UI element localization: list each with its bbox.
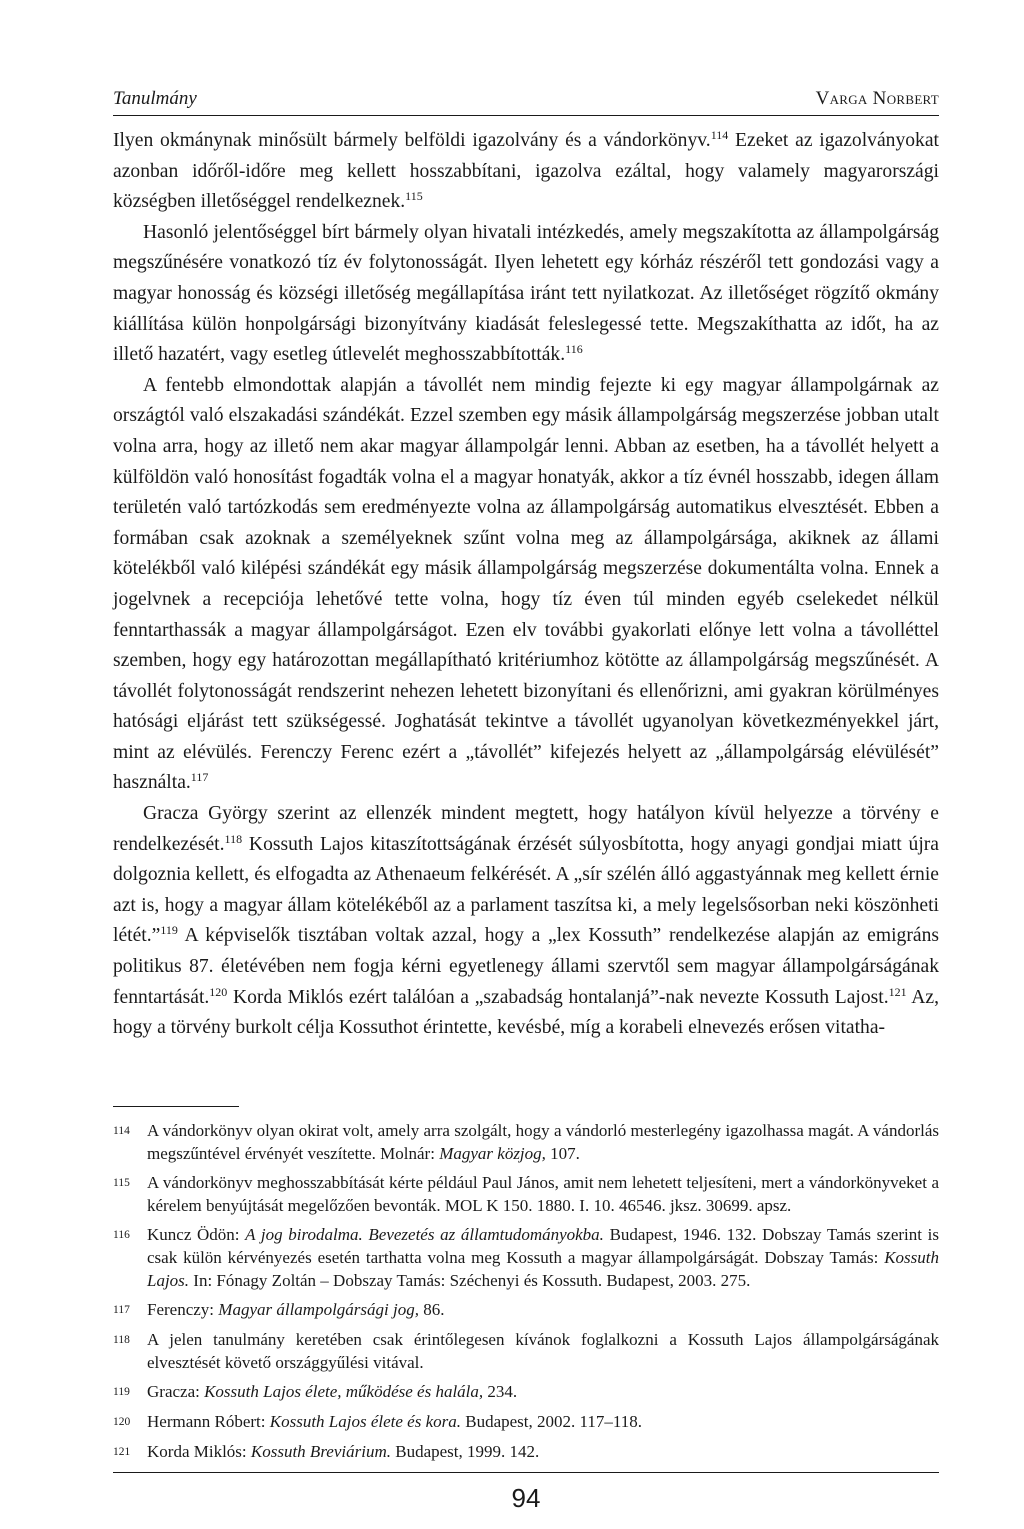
footnote: [113, 1410, 939, 1434]
footnote-text: [147, 1298, 939, 1322]
text-run: Hasonló jelentőséggel bírt bármely olyan hivatali intézkedés, amely megszakította az állampolgárság megszűnésére vonatkozó tíz év folytonosságát. Ilyen lehetett egy kórház részéről tett gondozási vagy a magyar honosság és községi illetőség megállapítása iránt tett nyilatkozat. Az illetőséget rögzítő okmány kiállítása külön honpolgársági bizonyítvány kiadását feleslegessé tette. Megszakíthatta az időt, ha az illető hazatért, vagy esetleg útlevelét meghosszabbították.: [113, 221, 939, 366]
footnote-number: 116: [113, 1228, 130, 1241]
italic-citation: Kossuth Lajos élete, működése és halála,: [204, 1381, 484, 1401]
footnote-reference: 120: [209, 984, 228, 999]
text-run: 234.: [483, 1381, 518, 1401]
document-page: [113, 88, 939, 1514]
footnote-text: [147, 1171, 939, 1217]
text-run: Gracza György szerint az ellenzék mindent megtett, hogy hatályon kívül helyezze a törvény e rendelkezését.: [113, 803, 939, 855]
text-run: Ilyen okmánynak minősült bármely belföldi igazolvány és a vándorkönyv.: [113, 130, 711, 151]
text-run: Hermann Róbert:: [147, 1411, 270, 1431]
footnote-text: [147, 1119, 939, 1165]
footnote-reference: 119: [160, 923, 178, 938]
footnote-number: 119: [113, 1385, 130, 1398]
footnote: [113, 1380, 939, 1404]
text-run: 107.: [545, 1143, 580, 1163]
italic-citation: Kossuth Breviárium.: [250, 1441, 391, 1461]
text-run: Gracza:: [147, 1381, 205, 1401]
body-paragraph: [113, 218, 939, 371]
body-paragraph: [113, 126, 939, 218]
text-run: Kossuth Lajos kitaszítottságának érzését súlyosbította, hogy anyagi gondjai miatt újra dolgoznia kellett, és elfogadta az Athenaeum felkérését. A „sír szélén álló aggastyánnak meg kellett érnie azt is, hogy a magyar állam kötelékéből az a parlament taszítsa ki, a mely legelsősorban neki köszönheti létét.”: [113, 833, 939, 947]
footnote-text: [147, 1440, 939, 1464]
page-bottom-rule: [113, 1472, 939, 1473]
footnote: [113, 1223, 939, 1292]
footnote-text: [147, 1223, 939, 1292]
text-run: A vándorkönyv meghosszabbítását kérte például Paul János, amit nem lehetett teljesíteni, mert a vándorkönyveket a kérelem benyújtását megelőzően bevonták. MOL K 150. 1880. I. 10. 46546. jksz. 30699. apsz.: [147, 1172, 939, 1215]
footnote: [113, 1119, 939, 1165]
text-run: Ezeket az igazolványokat azonban időről-időre meg kellett hosszabbítani, igazolva ezáltal, hogy valamely magyarországi községben illetőséggel rendelkeznek.: [113, 130, 939, 213]
footnote-separator: [113, 1106, 239, 1107]
header-author: Varga Norbert: [815, 88, 939, 109]
footnote-number: 114: [113, 1124, 130, 1137]
text-run: Kuncz Ödön:: [147, 1224, 246, 1244]
footnote-text: [147, 1380, 939, 1404]
italic-citation: Magyar állampolgársági jog,: [218, 1299, 419, 1319]
footnote: [113, 1328, 939, 1374]
text-run: Korda Miklós ezért találóan a „szabadság hontalanjá”-nak nevezte Kossuth Lajost.: [227, 986, 889, 1008]
footnote-number: 118: [113, 1333, 130, 1346]
header-section-title: Tanulmány: [113, 88, 197, 109]
text-run: A képviselők tisztában voltak azzal, hogy a „lex Kossuth” rendelkezése alapján az emigráns politikus 87. életévében nem fogja kérni egyetlenegy állami szervtől sem magyar állampolgárságának fenntartását.: [113, 925, 939, 1008]
text-run: Ferenczy:: [147, 1299, 219, 1319]
body-paragraph: [113, 371, 939, 799]
footnotes: [113, 1119, 939, 1464]
footnote-reference: 118: [224, 831, 243, 846]
footnote-reference: 121: [888, 984, 907, 999]
text-run: Az, hogy a törvény burkolt célja Kossuthot érintette, kevésbé, míg a korabeli elnevezés erősen vitatha-: [113, 986, 939, 1039]
running-header: [113, 88, 939, 116]
footnote-reference: 114: [710, 128, 729, 142]
footnote: [113, 1440, 939, 1464]
body-text: [113, 126, 939, 1044]
footnote: [113, 1298, 939, 1322]
footnote-number: 117: [113, 1303, 130, 1316]
footnote-reference: 117: [190, 770, 209, 785]
footnote-text: [147, 1410, 939, 1434]
footnote-number: 120: [113, 1415, 131, 1428]
text-run: In: Fónagy Zoltán – Dobszay Tamás: Széchenyi és Kossuth. Budapest, 2003. 275.: [189, 1270, 751, 1290]
italic-citation: A jog birodalma. Bevezetés az államtudományokba.: [245, 1224, 604, 1244]
italic-citation: Magyar közjog,: [439, 1143, 546, 1163]
text-run: Budapest, 2002. 117–118.: [461, 1411, 643, 1431]
text-run: Budapest, 1999. 142.: [390, 1441, 540, 1461]
italic-citation: Kossuth Lajos.: [147, 1247, 939, 1290]
text-run: A jelen tanulmány keretében csak érintőlegesen kívánok foglalkozni a Kossuth Lajos állampolgárságának elvesztését követő országgyűlési vitával.: [147, 1329, 939, 1372]
italic-citation: Kossuth Lajos élete és kora.: [269, 1411, 461, 1431]
body-paragraph: [113, 799, 939, 1044]
text-run: A fentebb elmondottak alapján a távollét nem mindig fejezte ki egy magyar állampolgárnak az országtól való elszakadási szándékát. Ezzel szemben egy másik állampolgárság megszerzése jobban utalt volna arra, hogy az illető nem akar magyar állampolgár lenni. Abban az esetben, ha a távollét helyett a külföldön való honosítást fogadták volna el a magyar honatyák, akkor a tíz évnél hosszabb, idegen állam területén való tartózkodás sem eredményezte volna az állampolgárság automatikus elvesztését. Ebben a formában csak azoknak a személyeknek szűnt volna meg az állampolgársága, akiknek az állami kötelékből való kilépési szándékát egy másik állampolgárság megszerzése dokumentálta volna. Ennek a jogelvnek a recepciója lehetővé tette volna, hogy tíz éven túl minden egyéb cselekedet nélkül fenntarthassák a magyar állampolgárságot. Ezen elv további gyakorlati előnye lett volna a távolléttel szemben, hogy egy határozottan megállapítható kritériumhoz kötötte az állampolgárság megszűnését. A távollét folytonosságát rendszerint nehezen lehetett bizonyítani és ellenőrizni, ami gyakran körülményes hatósági eljárást tett szükségessé. Joghatását tekintve a távollét ugyanolyan következményekkel járt, mint az elévülés. Ferenczy Ferenc ezért a „távollét” kifejezés helyett az „állampolgárság elévülését” használta.: [113, 374, 939, 794]
footnote-number: 115: [113, 1176, 130, 1189]
footnote-text: [147, 1328, 939, 1374]
footnote-number: 121: [113, 1445, 131, 1458]
footnote-reference: 115: [405, 189, 423, 204]
text-run: 86.: [418, 1299, 445, 1319]
page-number: 94: [511, 1482, 541, 1513]
text-run: A vándorkönyv olyan okirat volt, amely arra szolgált, hogy a vándorló mesterlegény igazolhassa magát. A vándorlás megszűntével érvényét veszítette. Molnár:: [147, 1120, 939, 1163]
footnote-reference: 116: [565, 342, 583, 357]
text-run: Korda Miklós:: [147, 1441, 251, 1461]
footnote: [113, 1171, 939, 1217]
text-run: Budapest, 1946. 132. Dobszay Tamás szerint is csak külön kérvényezés esetén tarthatta volna meg Kossuth a magyar állampolgárságát. Dobszay Tamás:: [147, 1224, 939, 1267]
